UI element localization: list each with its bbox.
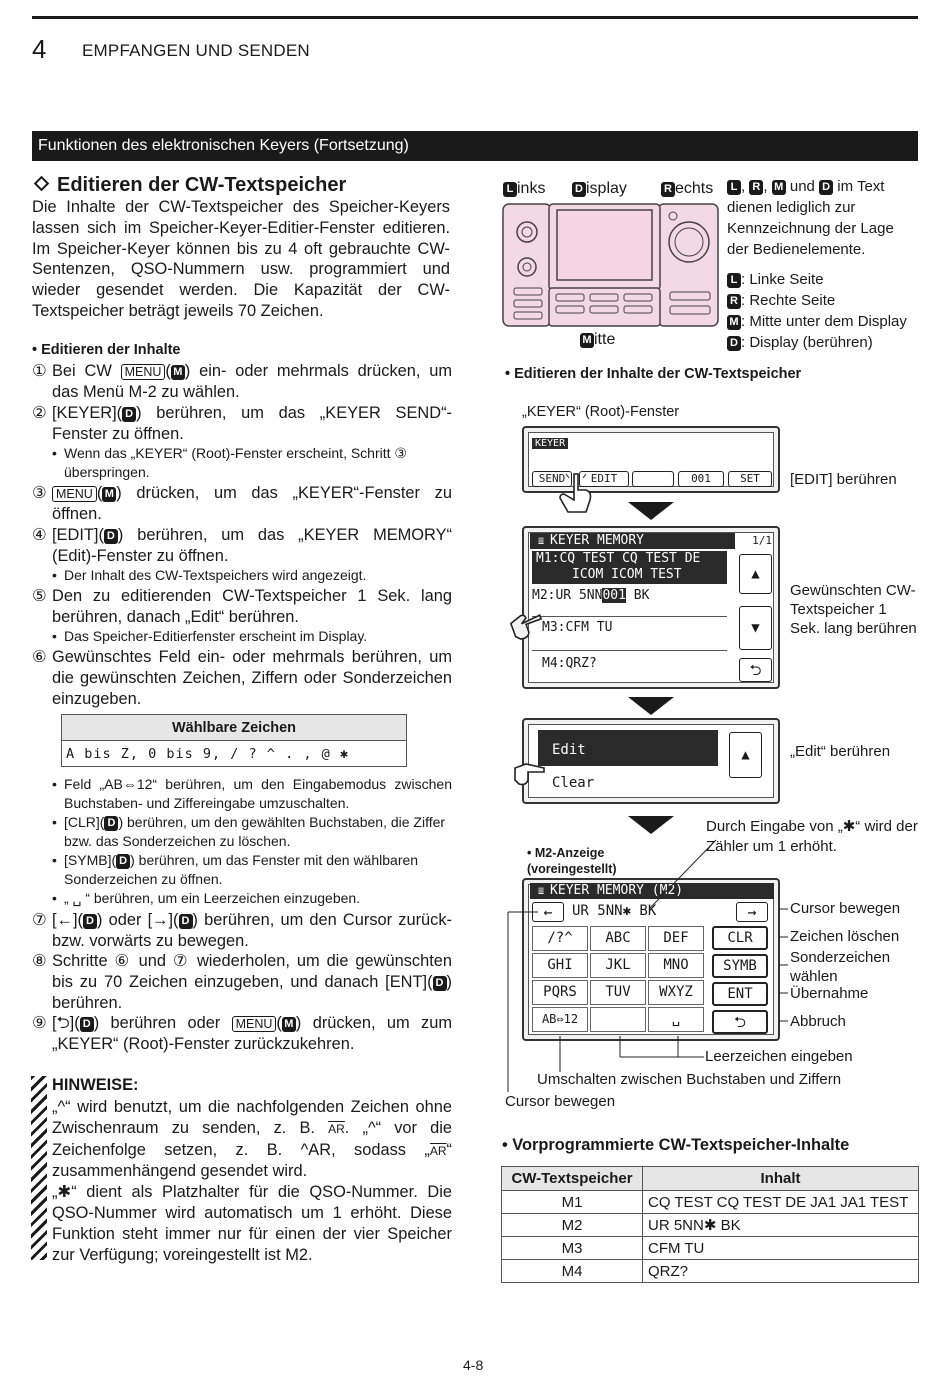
label-display: D isplay — [572, 180, 627, 198]
page-number: 4-8 — [463, 1357, 484, 1373]
callout-cursor-2: Cursor bewegen — [505, 1093, 616, 1110]
note-6a: • Feld „AB⇔12“ berühren, um den Eingabemodus zwischen Buchstaben- und Ziffereingabe umzuschalten. — [52, 776, 452, 811]
screen2-side-text: Gewünschten CW-Textspeicher 1 Sek. lang berühren — [790, 582, 917, 637]
table-row: M4 QRZ? — [502, 1260, 919, 1283]
intro-paragraph: Die Inhalte der CW-Textspeicher des Speicher-Keyers lassen sich im Speicher-Keyer-Editier-Fenster editieren. Im Speicher-Keyer können bis zu 4 oft gebrauchte CW-Sentenzen, QSO-Nummern usw. programmiert und wieder gesendet werden. Die Kapazität der CW-Textspeicher beträgt jeweils 70 Zeichen. — [32, 198, 450, 320]
table-header: Inhalt — [643, 1167, 919, 1191]
m2-row[interactable]: M2:UR 5NN001 BK — [532, 585, 727, 617]
callout-space: Leerzeichen eingeben — [705, 1048, 853, 1065]
screen4-caption: • M2-Anzeige (voreingestellt) — [527, 846, 617, 876]
arrow-down-icon — [628, 697, 674, 715]
radio-illustration — [502, 202, 720, 328]
cursor-right-button[interactable]: → — [736, 902, 768, 922]
key-sym[interactable]: /?^ — [532, 926, 588, 951]
table-row: M1 CQ TEST CQ TEST DE JA1 JA1 TEST — [502, 1191, 919, 1214]
preset-table — [501, 1166, 919, 1283]
scroll-down-button[interactable]: ▼ — [739, 606, 772, 650]
label-rechts: R echts — [661, 180, 713, 198]
step-5: ⑤ Den zu editierenden CW-Textspeicher 1 Sek. lang berühren, danach „Edit“ berühren. — [32, 587, 452, 626]
counter-button[interactable]: 001 — [678, 471, 724, 487]
menu-key: MENU — [121, 364, 166, 380]
step-6: ⑥ Gewünschtes Feld ein- oder mehrmals berühren, um die gewünschten Zeichen, Ziffern oder Sonderzeichen einzugeben. — [32, 648, 452, 708]
legend-l: L : Linke Seite — [727, 269, 919, 290]
step-8: ⑧ Schritte ⑥ und ⑦ wiederholen, um die gewünschten bis zu 70 Zeichen einzugeben, und danach [ENT]( D ) berühren. — [32, 952, 452, 1012]
step-4: ④ [EDIT]( D ) berühren, um das „KEYER MEMORY“ (Edit)-Fenster zu öffnen. — [32, 526, 452, 565]
sub-heading: • Editieren der Inhalte — [32, 342, 181, 358]
note-6d: • „ ␣ “ berühren, um ein Leerzeichen einzugeben. — [52, 890, 361, 906]
preset-heading: • Vorprogrammierte CW-Textspeicher-Inhalte — [502, 1136, 850, 1154]
legend-r: R : Rechte Seite — [727, 290, 919, 311]
label-links: L inks — [503, 180, 545, 198]
key-pqrs[interactable]: PQRS — [532, 980, 588, 1005]
callout-ent: Übernahme — [790, 985, 869, 1002]
step-9: ⑨ [⮌]( D ) berühren oder MENU ( M ) drücken, um zum „KEYER“ (Root)-Fenster zurückzukehren. — [32, 1014, 452, 1053]
table-row: M3 CFM TU — [502, 1237, 919, 1260]
screen1-title: KEYER — [532, 438, 568, 449]
key-abc[interactable]: ABC — [590, 926, 646, 951]
note-5: • Das Speicher-Editierfenster erscheint im Display. — [52, 628, 368, 644]
key-mode-toggle[interactable]: AB⇔12 — [532, 1007, 588, 1032]
legend-d: D : Display (berühren) — [727, 332, 919, 353]
screen4-title: ≣ KEYER MEMORY (M2) — [530, 883, 774, 899]
edit-button[interactable]: EDIT — [579, 471, 629, 487]
edit-option[interactable]: Edit — [538, 730, 718, 766]
screen2-title: ≣ KEYER MEMORY — [530, 533, 735, 549]
selectable-chars-table — [61, 714, 407, 767]
key-jkl[interactable]: JKL — [590, 953, 646, 978]
legend-m: M : Mitte unter dem Display — [727, 311, 919, 332]
callout-clear: Zeichen löschen — [790, 928, 900, 945]
cursor-left-button[interactable]: ← — [532, 902, 564, 922]
key-tuv[interactable]: TUV — [590, 980, 646, 1005]
callout-lines — [500, 836, 800, 1106]
back-button[interactable]: ⮌ — [712, 1010, 768, 1034]
note-4: • Der Inhalt des CW-Textspeichers wird angezeigt. — [52, 567, 367, 583]
callout-abort: Abbruch — [790, 1013, 846, 1030]
note-2: • Wenn das „KEYER“ (Root)-Fenster erscheint, Schritt ③ überspringen. — [52, 445, 407, 480]
hints-title: HINWEISE: — [52, 1076, 139, 1094]
ent-button[interactable]: ENT — [712, 982, 768, 1006]
hand-pointer-icon — [556, 470, 596, 516]
section-bar: Funktionen des elektronischen Keyers (Fortsetzung) — [32, 131, 918, 161]
send-button[interactable]: SEND — [532, 471, 572, 487]
step-1: ① Bei CW MENU ( M ) ein- oder mehrmals drücken, um das Menü M-2 zu wählen. — [32, 362, 452, 401]
key-wxyz[interactable]: WXYZ — [648, 980, 704, 1005]
key-space[interactable]: ␣ — [648, 1007, 704, 1032]
m3-row[interactable]: M3:CFM TU — [532, 618, 727, 651]
section-heading: Editieren der CW-Textspeicher — [32, 174, 346, 197]
table-cell: A bis Z, 0 bis 9, / ? ^ . , @ ✱ — [62, 741, 407, 767]
chapter-number: 4 — [32, 34, 47, 64]
screen3-side-text: „Edit“ berühren — [790, 743, 891, 760]
scroll-up-button[interactable]: ▲ — [739, 554, 772, 594]
arrow-down-icon — [628, 816, 674, 834]
callout-cursor: Cursor bewegen — [790, 900, 901, 917]
note-6c: • [SYMB]( D ) berühren, um das Fenster mit den wählbaren Sonderzeichen zu öffnen. — [52, 852, 419, 887]
diamond-icon — [34, 176, 50, 192]
symb-button[interactable]: SYMB — [712, 954, 768, 978]
hint-stripe — [31, 1076, 47, 1260]
table-header: Wählbare Zeichen — [62, 715, 407, 741]
right-heading: • Editieren der Inhalte der CW-Textspeicher — [505, 366, 802, 382]
callout-star: Durch Eingabe von „✱“ wird der Zähler um 1 erhöht. — [706, 818, 918, 855]
key-def[interactable]: DEF — [648, 926, 704, 951]
clr-button[interactable]: CLR — [712, 926, 768, 950]
set-button[interactable]: SET — [728, 471, 772, 487]
page-indicator: 1/1 — [752, 534, 772, 547]
screen1-side-text: [EDIT] berühren — [790, 471, 897, 488]
m4-row[interactable]: M4:QRZ? — [542, 656, 597, 671]
screen1-caption: „KEYER“ (Root)-Fenster — [522, 404, 680, 420]
chapter-title: EMPFANGEN UND SENDEN — [82, 41, 310, 60]
m1-row[interactable]: M1:CQ TEST CQ TEST DE ICOM ICOM TEST — [532, 551, 727, 584]
key-ghi[interactable]: GHI — [532, 953, 588, 978]
table-header: CW-Textspeicher — [502, 1167, 643, 1191]
blank-button[interactable] — [632, 471, 674, 487]
hand-pointer-icon — [508, 604, 546, 644]
back-button[interactable]: ⮌ — [739, 658, 772, 682]
note-6b: • [CLR]( D ) berühren, um den gewählten Buchstaben, die Ziffer bzw. das Sonderzeichen zu löschen. — [52, 814, 446, 849]
legend-intro: L , R , M und D im Text dienen lediglich zur Kennzeichnung der Lage der Bedienelemente. — [727, 178, 894, 258]
step-2: ② [KEYER]( D ) berühren, um das „KEYER SEND“-Fenster zu öffnen. — [32, 404, 452, 443]
hints-text: „^“ wird benutzt, um die nachfolgenden Zeichen ohne Zwischenraum zu senden, z. B. $\overline{AR}$. „^“ vor die Zeichenfolge setzen, z. B. ^AR, sodass $„\overline{AR}“$ zusammenhängend gesendet wird. „✱“ dient als Platzhalter für die QSO-Nummer. Die QSO-Nummer wird automatisch um 1 erhöht. Diese Funktion steht immer nur für einen der vier Speicher zur Verfügung; voreingestellt ist M2. — [52, 1098, 453, 1264]
hand-pointer-icon — [512, 756, 548, 792]
arrow-down-icon — [628, 502, 674, 520]
step-3: ③ MENU ( M ) drücken, um das „KEYER“-Fenster zu öffnen. — [32, 484, 452, 523]
text-field[interactable]: UR 5NN✱ BK — [572, 903, 657, 919]
clear-option[interactable]: Clear — [552, 775, 595, 791]
keyer-memory-screen — [522, 526, 780, 689]
callout-toggle: Umschalten zwischen Buchstaben und Ziffern — [537, 1071, 842, 1088]
table-row: M2 UR 5NN✱ BK — [502, 1214, 919, 1237]
step-7: ⑦ [←]( D ) oder [→]( D ) berühren, um den Cursor zurück- bzw. vorwärts zu bewegen. — [32, 911, 453, 950]
label-mitte: M itte — [580, 331, 615, 349]
edit-menu-screen — [522, 718, 780, 804]
key-mno[interactable]: MNO — [648, 953, 704, 978]
callout-symb: Sonderzeichen wählen — [790, 949, 891, 985]
scroll-up-button[interactable]: ▲ — [729, 732, 762, 778]
top-rule — [32, 16, 918, 19]
